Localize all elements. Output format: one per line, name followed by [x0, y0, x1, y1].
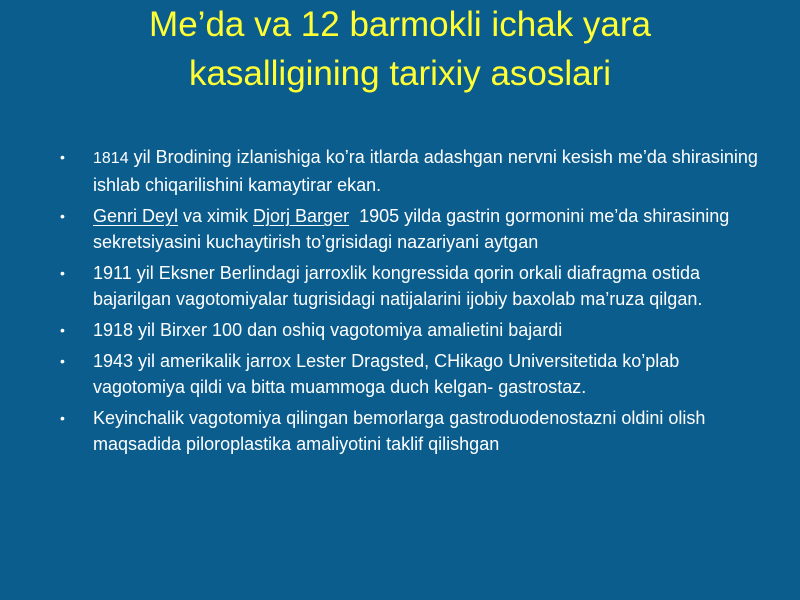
link-djorj-barger[interactable]: Djorj Barger	[253, 206, 350, 226]
bullet-5-text: 1943 yil amerikalik jarrox Lester Dragsted, CHikago Universitetida ko’plab vagotomiya qildi va bitta muammoga duch kelgan- gastrostaz.	[93, 351, 680, 397]
bullet-2-text: 1905 yilda gastrin gormonini me’da shirasining sekretsiyasini kuchaytirish to’grisidagi nazariyani aytgan	[93, 206, 735, 252]
bullet-dot-icon: •	[60, 410, 65, 426]
slide-title	[40, 0, 760, 98]
bullet-item-6	[60, 405, 760, 457]
bullet-1-text: yil Brodining izlanishiga ko’ra itlarda adashgan nervni kesish me’da shirasining ishlab chiqarilishini kamaytirar ekan.	[93, 147, 758, 195]
bullet-6-text: Keyinchalik vagotomiya qilingan bemorlarga gastroduodenostazni oldini olish maqsadida piloroplastika amaliyotini taklif qilishgan	[93, 408, 706, 454]
bullet-3-text: 1911 yil Eksner Berlindagi jarroxlik kongressida qorin orkali diafragma ostida bajarilgan vagotomiyalar tugrisidagi natijalarini ijobiy baxolab ma’ruza qilgan.	[93, 263, 703, 309]
bullet-4-text: 1918 yil Birxer 100 dan oshiq vagotomiya amalietini bajardi	[93, 320, 563, 340]
bullet-dot-icon: •	[60, 265, 65, 281]
bullet-item-2	[60, 203, 760, 255]
bullet-dot-icon: •	[60, 149, 65, 165]
slide-title-line-1: Me’da va 12 barmokli ichak yara	[149, 5, 651, 44]
bullet-1-year: 1814	[93, 150, 129, 167]
bullet-item-5	[60, 348, 760, 400]
bullet-item-1	[60, 144, 760, 198]
bullet-list	[60, 144, 760, 462]
bullet-item-4	[60, 317, 760, 343]
slide-title-line-2: kasalligining tarixiy asoslari	[188, 54, 612, 93]
bullet-item-3	[60, 260, 760, 312]
bullet-dot-icon: •	[60, 353, 65, 369]
bullet-dot-icon: •	[60, 208, 65, 224]
bullet-2-mid: va ximik	[178, 206, 254, 226]
link-genri-deyl[interactable]: Genri Deyl	[93, 206, 179, 226]
bullet-dot-icon: •	[60, 322, 65, 338]
